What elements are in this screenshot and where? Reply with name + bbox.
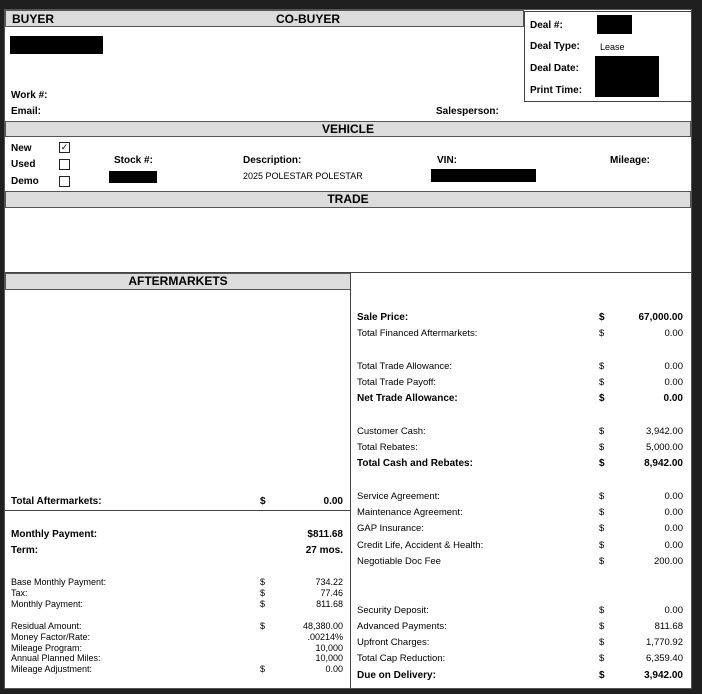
mileage-adjustment-label: Mileage Adjustment:: [11, 664, 93, 674]
print-time-label: Print Time:: [530, 85, 583, 96]
email-label: Email:: [11, 106, 42, 117]
tfa-currency: $: [599, 328, 605, 339]
tcrd-currency: $: [599, 653, 605, 664]
ttp-value: 0.00: [664, 377, 683, 388]
dod-value: 3,942.00: [644, 670, 683, 681]
monthly-payment-detail-value: 811.68: [316, 599, 343, 609]
tr-currency: $: [599, 442, 605, 453]
sa-currency: $: [599, 491, 605, 502]
tta-value: 0.00: [664, 361, 683, 372]
ndf-value: 200.00: [653, 556, 683, 567]
demo-checkbox[interactable]: [59, 176, 70, 187]
sa-value: 0.00: [664, 491, 683, 502]
tcrd-label: Total Cap Reduction:: [357, 653, 446, 664]
tta-currency: $: [599, 361, 605, 372]
demo-label: Demo: [11, 176, 39, 187]
aftermarkets-section-bar: AFTERMARKETS: [5, 273, 351, 290]
deal-type-value: Lease: [600, 42, 625, 52]
monthly-payment-value: $811.68: [307, 529, 343, 540]
money-factor-label: Money Factor/Rate:: [11, 632, 91, 642]
description-value: 2025 POLESTAR POLESTAR: [243, 171, 363, 181]
tax-label: Tax:: [11, 588, 28, 598]
nta-currency: $: [599, 393, 605, 404]
money-factor-value: .00214%: [307, 632, 343, 642]
deal-date-redacted: [595, 56, 659, 97]
ndf-label: Negotiable Doc Fee: [357, 556, 441, 567]
buyer-header-bar: [5, 10, 524, 27]
tr-value: 5,000.00: [646, 442, 683, 453]
ma-currency: $: [599, 507, 605, 518]
sd-label: Security Deposit:: [357, 605, 429, 616]
ndf-currency: $: [599, 556, 605, 567]
deal-number-redacted: [597, 15, 632, 34]
vin-label: VIN:: [437, 155, 457, 166]
new-label: New: [11, 143, 32, 154]
tta-label: Total Trade Allowance:: [357, 361, 453, 372]
nta-value: 0.00: [663, 393, 683, 404]
annual-miles-value: 10,000: [315, 653, 343, 663]
residual-amount-currency: $: [260, 621, 266, 631]
stock-redacted: [109, 171, 157, 183]
mileage-adjustment-value: 0.00: [325, 664, 343, 674]
used-checkbox[interactable]: [59, 159, 70, 170]
deal-info-box: [524, 11, 692, 102]
tcr-label: Total Cash and Rebates:: [357, 458, 473, 469]
dod-label: Due on Delivery:: [357, 670, 436, 681]
monthly-payment-detail-currency: $: [260, 599, 266, 609]
uc-currency: $: [599, 637, 605, 648]
deal-type-label: Deal Type:: [530, 41, 580, 52]
column-divider: [350, 273, 351, 688]
mileage-label: Mileage:: [610, 155, 651, 166]
work-label: Work #:: [11, 90, 48, 101]
dod-currency: $: [599, 670, 605, 681]
base-monthly-value: 734.22: [315, 577, 343, 587]
tfa-value: 0.00: [664, 328, 683, 339]
ttp-currency: $: [599, 377, 605, 388]
deal-recap-sheet: [4, 9, 692, 689]
base-monthly-label: Base Monthly Payment:: [11, 577, 107, 587]
aftermarkets-divider: [5, 510, 351, 511]
tfa-label: Total Financed Aftermarkets:: [357, 328, 478, 339]
deal-date-label: Deal Date:: [530, 63, 579, 74]
cc-currency: $: [599, 426, 605, 437]
monthly-payment-detail-label: Monthly Payment:: [11, 599, 84, 609]
ma-value: 0.00: [664, 507, 683, 518]
sale-price-currency: $: [599, 312, 605, 323]
description-label: Description:: [243, 155, 302, 166]
uc-label: Upfront Charges:: [357, 637, 430, 648]
tcr-value: 8,942.00: [644, 458, 683, 469]
cc-value: 3,942.00: [646, 426, 683, 437]
tax-value: 77.46: [320, 588, 343, 598]
term-value: 27 mos.: [305, 545, 343, 556]
sd-value: 0.00: [664, 605, 683, 616]
gap-label: GAP Insurance:: [357, 523, 424, 534]
ap-currency: $: [599, 621, 605, 632]
gap-value: 0.00: [664, 523, 683, 534]
gap-currency: $: [599, 523, 605, 534]
residual-amount-value: 48,380.00: [302, 621, 343, 631]
deal-number-label: Deal #:: [530, 20, 563, 31]
vehicle-section-bar: VEHICLE: [5, 121, 691, 137]
sale-price-value: 67,000.00: [638, 312, 683, 323]
total-aftermarkets-label: Total Aftermarkets:: [11, 496, 102, 507]
stock-label: Stock #:: [114, 155, 153, 166]
annual-miles-label: Annual Planned Miles:: [11, 653, 101, 663]
residual-amount-label: Residual Amount:: [11, 621, 82, 631]
trade-section-bar: TRADE: [5, 191, 691, 208]
cl-currency: $: [599, 540, 605, 551]
used-label: Used: [11, 159, 36, 170]
cc-label: Customer Cash:: [357, 426, 426, 437]
sd-currency: $: [599, 605, 605, 616]
sale-price-label: Sale Price:: [357, 312, 409, 323]
ap-value: 811.68: [654, 621, 683, 632]
base-monthly-currency: $: [260, 577, 266, 587]
salesperson-label: Salesperson:: [436, 106, 499, 117]
vin-redacted: [431, 169, 536, 182]
mileage-adjustment-currency: $: [260, 664, 266, 674]
cl-value: 0.00: [664, 540, 683, 551]
tcr-currency: $: [599, 458, 605, 469]
ap-label: Advanced Payments:: [357, 621, 447, 632]
uc-value: 1,770.92: [646, 637, 683, 648]
nta-label: Net Trade Allowance:: [357, 393, 458, 404]
term-label: Term:: [11, 545, 39, 556]
cl-label: Credit Life, Accident & Health:: [357, 540, 484, 551]
buyer-label: BUYER: [12, 12, 55, 26]
ttp-label: Total Trade Payoff:: [357, 377, 437, 388]
mileage-program-value: 10,000: [315, 643, 343, 653]
tcrd-value: 6,359.40: [646, 653, 683, 664]
tr-label: Total Rebates:: [357, 442, 418, 453]
sa-label: Service Agreement:: [357, 491, 440, 502]
total-aftermarkets-currency: $: [260, 496, 266, 507]
tax-currency: $: [260, 588, 266, 598]
cobuyer-label: CO-BUYER: [276, 12, 341, 26]
mileage-program-label: Mileage Program:: [11, 643, 83, 653]
monthly-payment-label: Monthly Payment:: [11, 529, 98, 540]
ma-label: Maintenance Agreement:: [357, 507, 463, 518]
buyer-name-redacted: [10, 36, 103, 54]
new-checkbox[interactable]: ✓: [60, 142, 69, 152]
total-aftermarkets-value: 0.00: [323, 496, 343, 507]
